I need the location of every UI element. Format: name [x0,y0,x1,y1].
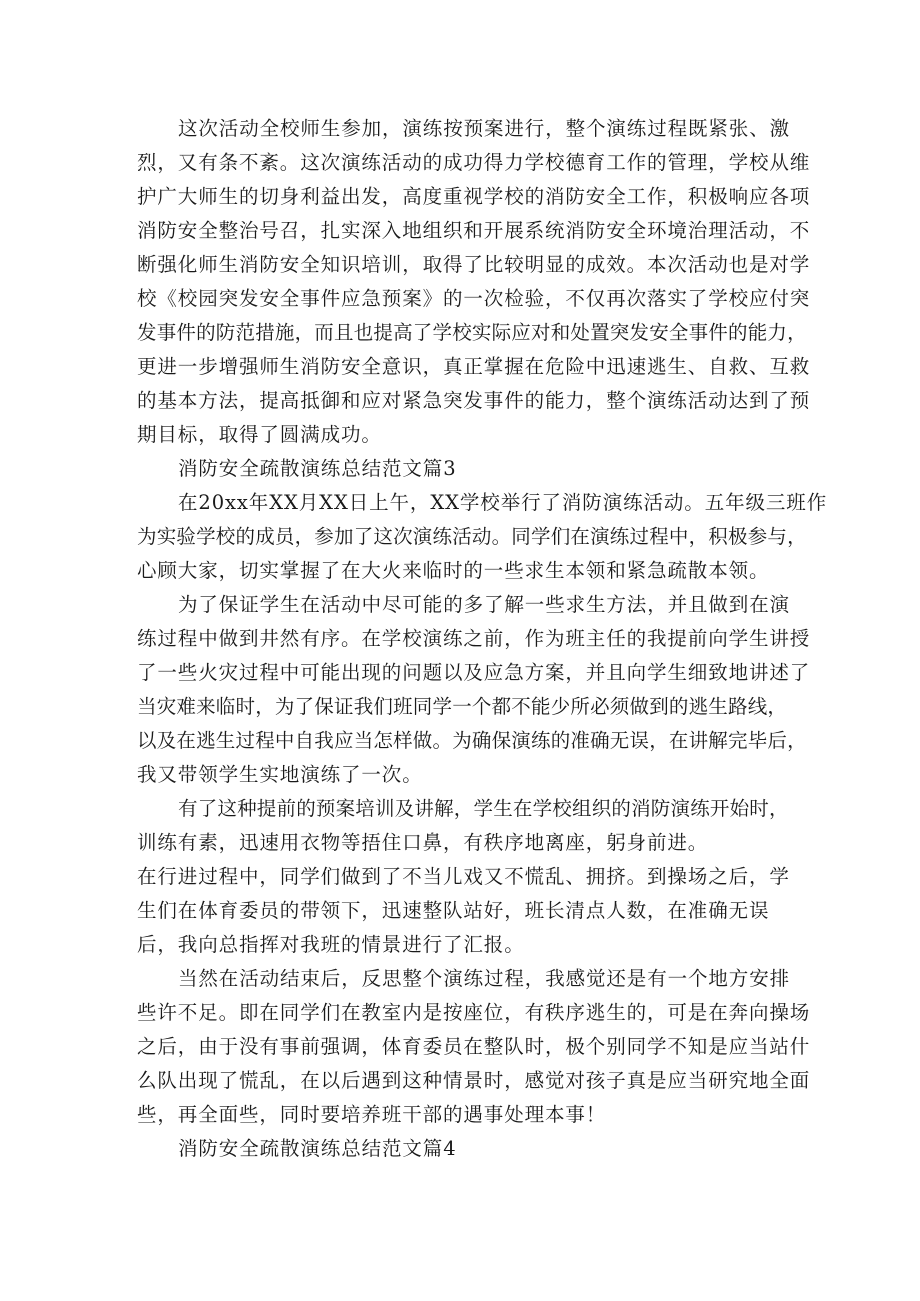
paragraph-line: 些，再全面些，同时要培养班干部的遇事处理本事！ [137,1103,607,1126]
paragraph-line: 期目标，取得了圆满成功。 [137,423,382,446]
paragraph-line: 后，我向总指挥对我班的情景进行了汇报。 [137,933,525,956]
paragraph-line: 烈，又有条不紊。这次演练活动的成功得力学校德育工作的管理，学校从维 [137,151,811,174]
paragraph-line: 发事件的防范措施，而且也提高了学校实际应对和处置突发安全事件的能力， [137,321,807,344]
paragraph-line: 之后，由于没有事前强调，体育委员在整队时，极个别同学不知是应当站什 [137,1035,811,1058]
paragraph-line: 断强化师生消防安全知识培训，取得了比较明显的成效。本次活动也是对学 [137,253,811,276]
paragraph-line: 有了这种提前的预案培训及讲解，学生在学校组织的消防演练开始时， [178,797,789,820]
paragraph-line: 的基本方法，提高抵御和应对紧急突发事件的能力，整个演练活动达到了预 [137,389,811,412]
paragraph-line: 当灾难来临时，为了保证我们班同学一个都不能少所必须做到的逃生路线， [137,695,788,718]
paragraph-line: 心顾大家，切实掌握了在大火来临时的一些求生本领和紧急疏散本领。 [137,559,770,582]
paragraph-line: 训练有素，迅速用衣物等捂住口鼻，有秩序地离座，躬身前进。 [137,831,709,854]
paragraph-line: 校《校园突发安全事件应急预案》的一次检验，不仅再次落实了学校应付突 [137,287,811,310]
paragraph-line: 么队出现了慌乱，在以后遇到这种情景时，感觉对孩子真是应当研究地全面 [137,1069,811,1092]
paragraph-line: 以及在逃生过程中自我应当怎样做。为确保演练的准确无误，在讲解完毕后， [137,729,807,752]
paragraph-line: 护广大师生的切身利益出发，高度重视学校的消防安全工作，积极响应各项 [137,185,811,208]
paragraph-line: 这次活动全校师生参加，演练按预案进行，整个演练过程既紧张、激 [178,117,791,140]
section-heading: 消防安全疏散演练总结范文篇3 [178,457,457,480]
paragraph-line: 我又带领学生实地演练了一次。 [137,763,423,786]
paragraph-line: 在20xx年XX月XX日上午，XX学校举行了消防演练活动。五年级三班作 [178,491,828,514]
paragraph-line: 消防安全整治号召，扎实深入地组织和开展系统消防安全环境治理活动，不 [137,219,811,242]
paragraph-line: 些许不足。即在同学们在教室内是按座位，有秩序逃生的，可是在奔向操场 [137,1001,811,1024]
paragraph-line: 当然在活动结束后，反思整个演练过程，我感觉还是有一个地方安排 [178,967,791,990]
paragraph-line: 为实验学校的成员，参加了这次演练活动。同学们在演练过程中，积极参与， [137,525,807,548]
paragraph-line: 生们在体育委员的带领下，迅速整队站好，班长清点人数，在准确无误 [137,899,770,922]
paragraph-line: 更进一步增强师生消防安全意识，真正掌握在危险中迅速逃生、自救、互救 [137,355,811,378]
section-heading: 消防安全疏散演练总结范文篇4 [178,1137,457,1160]
paragraph-line: 在行进过程中，同学们做到了不当儿戏又不慌乱、拥挤。到操场之后，学 [137,865,790,888]
paragraph-line: 了一些火灾过程中可能出现的问题以及应急方案，并且向学生细致地讲述了 [137,661,811,684]
paragraph-line: 练过程中做到井然有序。在学校演练之前，作为班主任的我提前向学生讲授 [137,627,811,650]
paragraph-line: 为了保证学生在活动中尽可能的多了解一些求生方法，并且做到在演 [178,593,791,616]
